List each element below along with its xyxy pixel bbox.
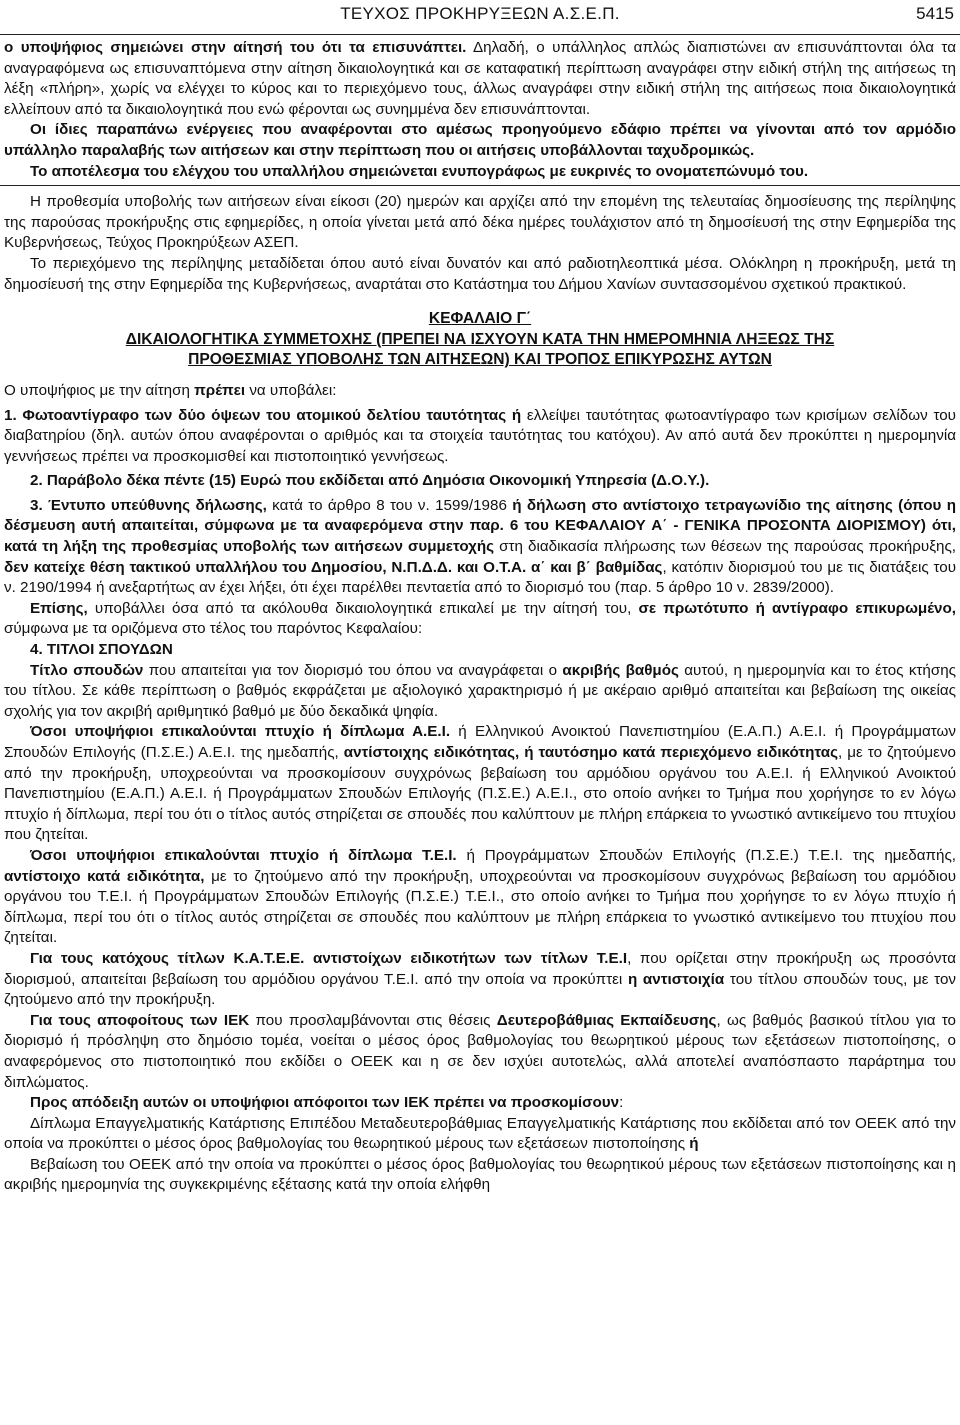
body-text: : [619, 1094, 624, 1112]
chapter-heading-line-1: ΔΙΚΑΙΟΛΟΓΗΤΙΚΑ ΣΥΜΜΕΤΟΧΗΣ (ΠΡΕΠΕΙ ΝΑ ΙΣΧΥΟΥΝ ΚΑΤΑ ΤΗΝ ΗΜΕΡΟΜΗΝΙΑ ΛΗΞΕΩΣ ΤΗΣ [125, 330, 835, 348]
chapter-title: ΚΕΦΑΛΑΙΟ Γ΄ [428, 310, 532, 328]
item-3-declaration [4, 496, 956, 599]
bold-text: αντίστοιχης ειδικότητας, ή ταυτόσημο κατά περιεχόμενο ειδικότητας [343, 744, 839, 761]
paragraph-check-result: Το αποτέλεσμα του ελέγχου του υπαλλήλου σημειώνεται ενυπογράφως με ευκρινές το ονοματεπώνυμό του. [30, 162, 809, 180]
bold-text: Προς απόδειξη αυτών οι υποψήφιοι απόφοιτοι των ΙΕΚ πρέπει να προσκομίσουν [30, 1094, 620, 1112]
body-text: με το ζητούμενο από την προκήρυξη, υποχρεούνται να προσκομίσουν συγχρόνως βεβαίωση του αρμόδιου οργάνου του Τ.Ε.Ι. ή Προγράμματων Σπουδών Επιλογής (Π.Σ.Ε.) Τ.Ε.Ι., στο οποίο ανήκει το Τμήμα που χορήγησε το εν λόγω πτυχίο ή δίπλωμα, περί του ότι ο τίτλος αυτός στηρίζεται σε σπουδές που καλύπτουν με πλήρη επάρκεια το γνωστικό αντικείμενο του πτυχίου που ζητείται. [4, 867, 957, 947]
item-4-titles-heading: 4. ΤΙΤΛΟΙ ΣΠΟΥΔΩΝ [30, 641, 173, 659]
page-header [0, 0, 960, 32]
paragraph-katee [4, 949, 956, 1011]
body-text: που προσλαμβάνονται στις θέσεις [249, 1011, 497, 1029]
bold-text: Για τους κατόχους τίτλων Κ.Α.Τ.Ε.Ε. αντιστοίχων ειδικοτήτων των τίτλων Τ.Ε.Ι [30, 949, 628, 967]
body-text: , ως βαθμός βασικού τίτλου για το διορισμό ή πρόσληψη στο δημόσιο τομέα, νοείται ο μέσος όρος βαθμολογίας του θεωρητικού μέρους των εξετάσεων πιστοποίησης, ο αναφερόμενος στο πιστοποιητικό που εκδίδει ο ΟΕΕΚ και η σε δεν ισχύει αυτοτελώς, αλλά αποτελεί αναπόσπαστο παράρτημα του διπλώματος. [4, 1011, 957, 1091]
item-2-fee: 2. Παράβολο δέκα πέντε (15) Ευρώ που εκδίδεται από Δημόσια Οικονομική Υπηρεσία (Δ.Ο.Υ.). [30, 472, 710, 490]
item-1-identity [4, 406, 956, 468]
bold-text: Δευτεροβάθμιας Εκπαίδευσης [496, 1011, 717, 1029]
bold-text: δεν κατείχε θέση τακτικού υπαλλήλου του Δημοσίου, Ν.Π.Δ.Δ. και Ο.Τ.Α. α΄ και β΄ βαθμίδας [4, 558, 663, 576]
publication-title: ΤΕΥΧΟΣ ΠΡΟΚΗΡΥΞΕΩΝ Α.Σ.Ε.Π. [340, 4, 620, 23]
paragraph-tei [4, 846, 956, 949]
body-text: ελλείψει ταυτότητας φωτοαντίγραφο των κρισίμων σελίδων του διαβατηρίου (δηλ. αυτών όπου αναφέρονται ο αριθμός και τα στοιχεία ταυτότητας του κατόχου). Αν από αυτά δεν προκύπτει η ημερομηνία γεννήσεως πρέπει να προσκομισθεί και πιστοποιητικό γεννήσεως. [4, 406, 956, 465]
bold-text: η αντιστοιχία [627, 970, 725, 988]
bold-text: Τίτλο σπουδών [30, 661, 144, 679]
paragraph-iek-diploma [4, 1114, 956, 1155]
paragraph-iek-proof [4, 1093, 956, 1114]
body-text: ή Ελληνικού Ανοικτού Πανεπιστημίου (Ε.Α.Π.) Α.Ε.Ι. ή Προγράμματων Σπουδών Επιλογής (Π.Σ.Ε.) Α.Ε.Ι. της ημεδαπής, [4, 723, 956, 761]
paragraph-submission-check [4, 38, 956, 120]
paragraph-iek-certificate: Βεβαίωση του ΟΕΕΚ από την οποία να προκύπτει ο μέσος όρος βαθμολογίας του θεωρητικού μέρους των εξετάσεων πιστοποίησης και η ακριβής ημερομηνία της συγκεκριμένης εξέτασης κατά την οποία ελήφθη [4, 1155, 956, 1194]
body-text: ή Προγράμματων Σπουδών Επιλογής (Π.Σ.Ε.) Τ.Ε.Ι. της ημεδαπής, [456, 846, 956, 864]
body-text: του τίτλου σπουδών τους, με τον ζητούμενο από την προκήρυξη. [4, 970, 957, 1009]
body-text: να υποβάλει: [245, 381, 337, 399]
header-rule [0, 34, 960, 35]
bold-text: σε πρωτότυπο ή αντίγραφο επικυρωμένο, [638, 599, 956, 617]
bold-text: ακριβής βαθμός [562, 661, 679, 679]
body-text: κατά το άρθρο 8 του ν. 1599/1986 [266, 496, 513, 514]
body-text: , με το ζητούμενο από την προκήρυξη, υποχρεούνται να προσκομίσουν συγχρόνως βεβαίωση του αρμόδιου οργάνου του Α.Ε.Ι. ή Ελληνικού Ανοικτού Πανεπιστημίου (Ε.Α.Π.) Α.Ε.Ι. ή Προγράμματων Σπουδών Επιλογής (Π.Σ.Ε.) Α.Ε.Ι., στο οποίο ανήκει το Τμήμα που χορήγησε το εν λόγω πτυχίο ή δίπλωμα, περί του ότι ο τίτλος αυτός στηρίζεται σε σπουδές που καλύπτουν με πλήρη επάρκεια το γνωστικό αντικείμενο του πτυχίου που ζητείται. [4, 744, 956, 844]
page-number: 5415 [916, 4, 954, 23]
body-text: , που ορίζεται στην προκήρυξη ως προσόντα διορισμού, απαιτείται βεβαίωση του αρμόδιου οργάνου Τ.Ε.Ι. από την οποία να προκύπτει [4, 949, 956, 988]
paragraph-also [4, 599, 956, 640]
paragraph-aei [4, 722, 956, 846]
body-text: που απαιτείται για τον διορισμό του όπου να αναγράφεται ο [143, 661, 563, 679]
bold-text: αντίστοιχο κατά ειδικότητα, [4, 867, 205, 885]
bold-text: 3. Έντυπο υπεύθυνης δήλωσης, [30, 496, 267, 514]
bold-text: ή δήλωση στο αντίστοιχο τετραγωνίδιο της αίτησης (όπου η δέσμευση αυτή απαιτείται, σύμφωνα με τα αναφερόμενα στην παρ. 6 του ΚΕΦΑΛΑΙΟΥ Α΄ - ΓΕΝΙΚΑ ΠΡΟΣΟΝΤΑ ΔΙΟΡΙΣΜΟΥ) ότι, κατά τη λήξη της προθεσμίας υποβολής των αιτήσεων συμμετοχής [4, 496, 957, 556]
body-text: στη διαδικασία πλήρωσης των θέσεων της παρούσας προκήρυξης, [494, 538, 956, 556]
body-text: Δηλαδή, ο υπάλληλος απλώς διαπιστώνει αν επισυνάπτονται όλα τα αναγραφόμενα ως επισυναπτόμενα στην αίτηση δικαιολογητικά και σε καταφατική περίπτωση αναγράφει στην ειδική στήλη της αιτήσεως τη λέξη «πλήρη», χωρίς να ελέγχει το κύρος και το περιεχόμενο τους, άλλως αναγράφει στην ειδική στήλη της αιτήσεως ποια δικαιολογητικά ελλείπουν από τα δικαιολογητικά που ενώ φέρονται ως συνημμένα δεν επισυνάπτονται. [4, 39, 956, 118]
paragraph-iek [4, 1011, 956, 1093]
section-rule [0, 185, 960, 186]
paragraph-intro [4, 381, 956, 402]
paragraph-postal-applications: Οι ίδιες παραπάνω ενέργειες που αναφέρονται στο αμέσως προηγούμενο εδάφιο πρέπει να γίνονται από τον αρμόδιο υπάλληλο παραλαβής των αιτήσεων και στην περίπτωση που οι αιτήσεις υποβάλλονται ταχυδρομικώς. [4, 121, 956, 159]
bold-text: πρέπει [194, 381, 246, 399]
bold-text: ή [689, 1135, 699, 1153]
document-body [4, 38, 956, 1196]
body-text: Δίπλωμα Επαγγελματικής Κατάρτισης Επιπέδου Μεταδευτεροβάθμιας Επαγγελματικής Κατάρτισης που εκδίδεται από τον ΟΕΕΚ από την οποία να προκύπτει ο μέσος όρος βαθμολογίας του θεωρητικού μέρους των εξετάσεων πιστοποίησης [4, 1114, 956, 1153]
paragraph-deadline: Η προθεσμία υποβολής των αιτήσεων είναι είκοσι (20) ημερών και αρχίζει από την επομένη της τελευταίας δημοσίευσης της περίληψης της παρούσας προκήρυξης στις εφημερίδες, η οποία γίνεται μετά από δέκα ημέρες τουλάχιστον από τη δημοσίευσή της στην Εφημερίδα της Κυβερνήσεως, Τεύχος Προκηρύξεων ΑΣΕΠ. [4, 193, 956, 252]
chapter-heading-line-2: ΠΡΟΘΕΣΜΙΑΣ ΥΠΟΒΟΛΗΣ ΤΩΝ ΑΙΤΗΣΕΩΝ) ΚΑΙ ΤΡΟΠΟΣ ΕΠΙΚΥΡΩΣΗΣ ΑΥΤΩΝ [188, 351, 772, 369]
bold-text: Επίσης, [30, 599, 88, 617]
body-text: , κατόπιν διορισμού του με τις διατάξεις του ν. 2190/1994 ή ανεξαρτήτως αν έχει λήξει, ότι έχει παρέλθει πενταετία από το διορισμό του (παρ. 5 άρθρο 10 ν. 2839/2000). [4, 558, 956, 597]
body-text: υποβάλλει όσα από τα ακόλουθα δικαιολογητικά επικαλεί με την αίτησή του, [87, 599, 639, 617]
bold-text: 1. Φωτοαντίγραφο των δύο όψεων του ατομικού δελτίου ταυτότητας ή [4, 406, 522, 424]
paragraph-degree-grade [4, 661, 956, 723]
bold-text: ο υποψήφιος σημειώνει στην αίτησή του ότι τα επισυνάπτει. [4, 39, 467, 56]
paragraph-publication: Το περιεχόμενο της περίληψης μεταδίδεται όπου αυτό είναι δυνατόν και από ραδιοτηλεοπτικά μέσα. Ολόκληρη η προκήρυξη, μετά τη δημοσίευσή της στην Εφημερίδα της Κυβερνήσεως, αναρτάται στο Κατάστημα του Δήμου Χανίων συντασσομένου σχετικού πρακτικού. [4, 254, 956, 293]
bold-text: Για τους αποφοίτους των ΙΕΚ [30, 1011, 250, 1029]
body-text: αυτού, η ημερομηνία και το έτος κτήσης του τίτλου. Σε κάθε περίπτωση ο βαθμός εκφράζεται με αξιολογικό χαρακτηρισμό ή με ακέραιο αριθμό απαιτείται και βεβαίωση της οικείας σχολής για τον ακριβή αριθμητικό βαθμό με δύο δεκαδικά ψηφία. [4, 661, 956, 720]
body-text: σύμφωνα με τα οριζόμενα στο τέλος του παρόντος Κεφαλαίου: [4, 620, 423, 638]
bold-text: Όσοι υποψήφιοι επικαλούνται πτυχίο ή δίπλωμα Α.Ε.Ι. [30, 723, 451, 741]
bold-text: Όσοι υποψήφιοι επικαλούνται πτυχίο ή δίπλωμα Τ.Ε.Ι. [30, 846, 457, 864]
body-text: Ο υποψήφιος με την αίτηση [4, 381, 195, 399]
